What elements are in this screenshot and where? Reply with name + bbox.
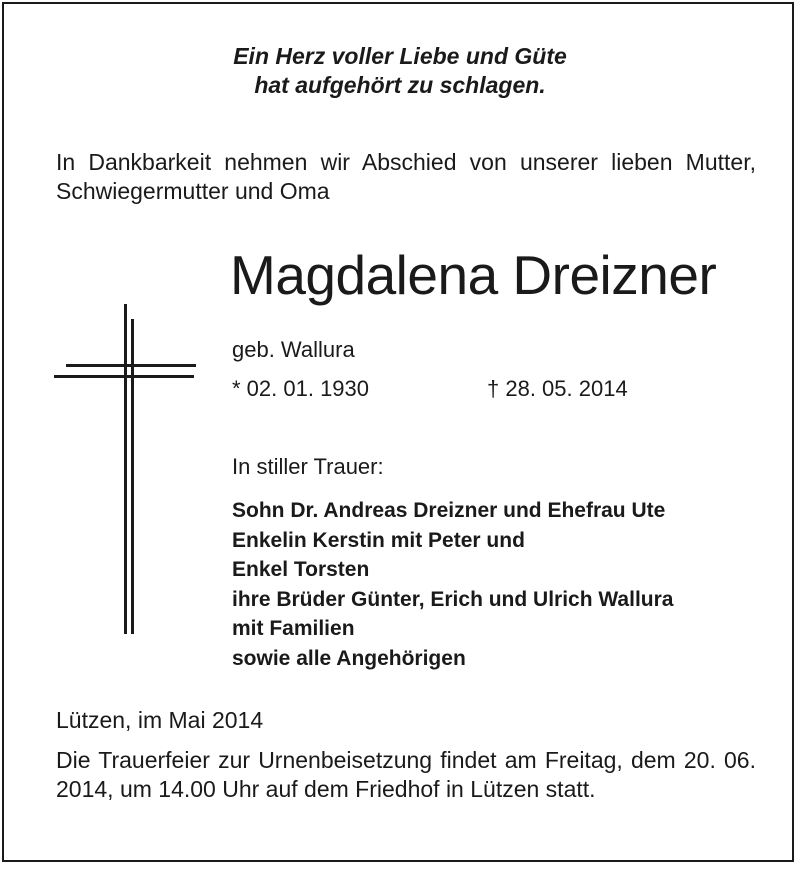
mourner-line: sowie alle Angehörigen xyxy=(232,646,466,670)
cross-icon xyxy=(54,304,204,639)
service-notice: Die Trauerfeier zur Urnenbeisetzung findet am Freitag, dem 20. 06. 2014, um 14.00 Uhr auf dem Friedhof in Lützen statt. xyxy=(56,747,756,802)
maiden-name: geb. Wallura xyxy=(232,337,355,362)
mourners-list xyxy=(232,496,673,673)
motto-line-2: hat aufgehört zu schlagen. xyxy=(254,72,546,98)
motto xyxy=(4,42,796,100)
place-date: Lützen, im Mai 2014 xyxy=(56,707,264,733)
mourner-line: Sohn Dr. Andreas Dreizner und Ehefrau Ute xyxy=(232,499,666,522)
mourner-line: ihre Brüder Günter, Erich und Ulrich Wallura xyxy=(232,587,674,611)
death-date: † 28. 05. 2014 xyxy=(487,376,628,401)
birth-date: * 02. 01. 1930 xyxy=(232,376,370,401)
mourner-line: Enkelin Kerstin mit Peter und xyxy=(232,528,525,552)
intro-text: In Dankbarkeit nehmen wir Abschied von unserer lieben Mutter, Schwiegermutter und Oma xyxy=(56,149,756,204)
mourner-line: Enkel Torsten xyxy=(232,558,370,581)
deceased-name: Magdalena Dreizner xyxy=(230,244,717,306)
mourner-line: mit Familien xyxy=(232,617,355,640)
mourning-label: In stiller Trauer: xyxy=(232,454,384,479)
motto-line-1: Ein Herz voller Liebe und Güte xyxy=(233,43,567,69)
obituary-frame xyxy=(2,2,794,862)
